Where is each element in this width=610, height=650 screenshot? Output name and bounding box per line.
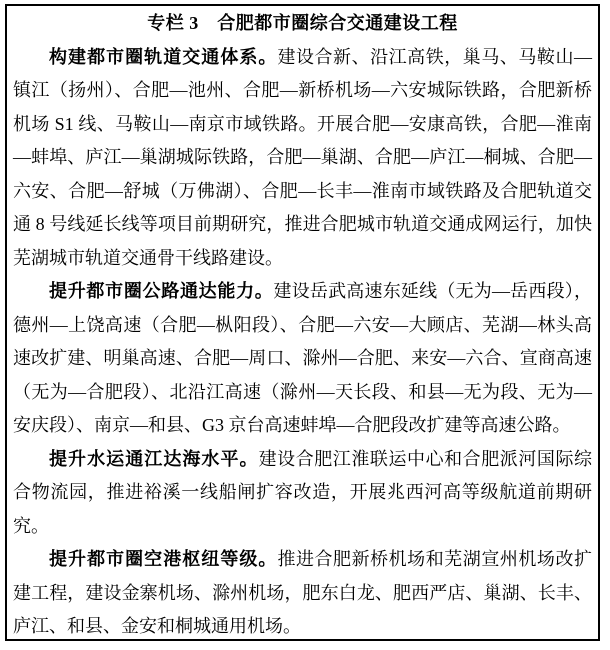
paragraph bbox=[13, 275, 592, 443]
paragraph-lead: 提升都市圈空港枢纽等级。 bbox=[49, 549, 278, 569]
paragraph-lead: 提升水运通江达海水平。 bbox=[49, 448, 259, 469]
box-content bbox=[13, 41, 592, 642]
paragraph-body: 推进合肥新桥机场和芜湖宣州机场改扩建工程，建设金寨机场、滁州机场，肥东白龙、肥西严店、巢湖、长丰、庐江、和县、金安和桐城通用机场。 bbox=[13, 549, 593, 636]
paragraph bbox=[13, 543, 592, 641]
paragraph bbox=[13, 41, 592, 276]
paragraph-lead: 提升都市圈公路通达能力。 bbox=[49, 281, 274, 301]
paragraph-body: 建设岳武高速东延线（无为—岳西段），德州—上饶高速（合肥—枞阳段）、合肥—六安—大顾店、芜湖—林头高速改扩建、明巢高速、合肥—周口、滁州—合肥、来安—六合、宣商高速（无为—合肥段）、北沿江高速（滁州—天长段、和县—无为段、无为—安庆段）、南京—和县、G3 京台高速蚌埠—合肥段改扩建等高速公路。 bbox=[13, 281, 592, 435]
column-box bbox=[5, 4, 600, 641]
paragraph-lead: 构建都市圈轨道交通体系。 bbox=[49, 46, 278, 67]
paragraph-body: 建设合肥江淮联运中心和合肥派河国际综合物流园，推进裕溪一线船闸扩容改造，开展兆西河高等级航道前期研究。 bbox=[13, 448, 593, 536]
box-title: 专栏 3 合肥都市圈综合交通建设工程 bbox=[147, 13, 458, 33]
paragraph-body: 建设合新、沿江高铁，巢马、马鞍山—镇江（扬州）、合肥—池州、合肥—新桥机场—六安城际铁路，合肥新桥机场 S1 线、马鞍山—南京市域铁路。开展合肥—安康高铁，合肥—淮南—蚌埠、庐江—巢湖城际铁路，合肥—巢湖、合肥—庐江—桐城、合肥—六安、合肥—舒城（万佛湖）、合肥—长丰—淮南市域铁路及合肥轨道交通 8 号线延长线等项目前期研究，推进合肥城市轨道交通成网运行，加快芜湖城市轨道交通骨干线路建设。 bbox=[13, 46, 593, 268]
paragraph bbox=[13, 443, 592, 544]
